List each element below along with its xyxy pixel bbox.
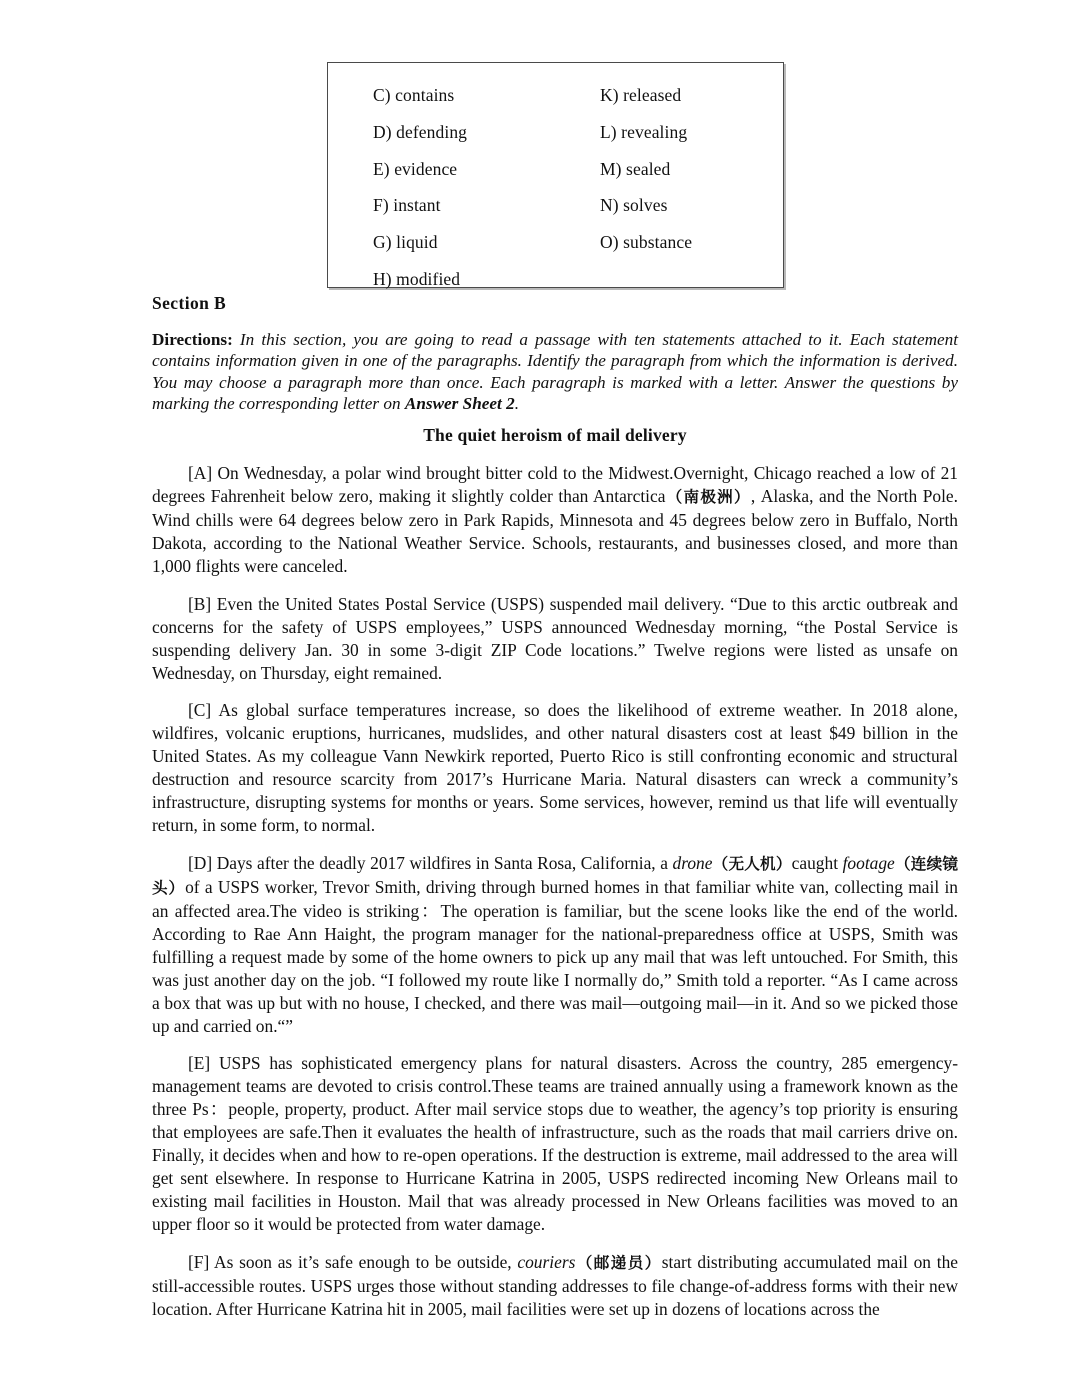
paragraph-d-text-2: caught <box>791 852 843 873</box>
directions-text: In this section, you are going to read a passage with ten statements attached to it. Each statement contains information given in one of the paragraphs. Identify the paragraph from which the information is derived. You may choose a paragraph more than once. Each paragraph is marked with a letter. Answer the questions by marking the corresponding letter on <box>152 330 958 414</box>
word-bank-option: O) substance <box>599 232 693 253</box>
passage-title: The quiet heroism of mail delivery <box>423 425 687 445</box>
paragraph-a-gloss: （南极洲） <box>665 488 751 506</box>
paragraph-d-text-1: [D] Days after the deadly 2017 wildfires in Santa Rosa, California, a <box>188 852 673 873</box>
paragraph-a-text-1: [A] On Wednesday, a polar wind brought bitter cold to the Midwest.Overnight, Chicago reached a low of 21 degrees Fahrenheit below zero, making it slightly colder than Antarctica <box>152 463 958 506</box>
paragraph-f <box>152 1251 958 1321</box>
paragraph-d-term-drone: drone <box>672 852 713 873</box>
paragraph-f-text-1: [F] As soon as it’s safe enough to be outside, <box>188 1251 518 1272</box>
answer-sheet-reference: Answer Sheet 2 <box>404 394 515 414</box>
paragraph-b: [B] Even the United States Postal Service (USPS) suspended mail delivery. “Due to this arctic outbreak and concerns for the safety of USPS employees,” USPS announced Wednesday morning, “the Postal Service is suspending delivery Jan. 30 in some 3-digit ZIP Code locations.” Twelve regions were listed as unsafe on Wednesday, on Thursday, eight remained. <box>152 593 958 683</box>
word-bank-option: F) instant <box>373 195 441 216</box>
paragraph-f-gloss-couriers: （邮递员） <box>575 1253 662 1272</box>
word-bank-option: M) sealed <box>599 158 671 179</box>
paragraph-f-term-couriers: couriers <box>517 1251 576 1272</box>
word-bank-box <box>327 62 784 288</box>
word-bank-option: E) evidence <box>373 158 458 179</box>
directions-block <box>152 329 958 415</box>
word-bank-option: H) modified <box>373 268 461 289</box>
section-label: Section B <box>152 293 227 313</box>
paragraph-d-text-3: of a USPS worker, Trevor Smith, driving through burned homes in that familiar white van, collecting mail in an affected area.The video is striking：The operation is familiar, but the scene looks like the end of the world. According to Rae Ann Haight, the program manager for the national-preparedness office at USPS, Smith was fulfilling a request made by some of the home owners to pick up any mail that was left untouched. For Smith, this was just another day on the job. “I followed my route like I normally do,” Smith told a reporter. “As I came across a box that was up but with no house, I checked, and there was mail—outgoing mail—in it. And so we picked those up and carried on.“” <box>152 876 958 1036</box>
word-bank-left-column <box>328 77 562 287</box>
paragraph-d-gloss-footage: （连续镜头） <box>152 854 958 897</box>
word-bank-option: G) liquid <box>373 232 438 253</box>
directions-heading: Directions: <box>152 330 233 349</box>
word-bank-option: N) solves <box>599 195 668 216</box>
paragraph-a-text-2: , Alaska, and the North Pole. Wind chills were 64 degrees below zero in Park Rapids, Minnesota and 45 degrees below zero in Buffalo, North Dakota, according to the National Weather Service. Schools, restaurants, and businesses closed, and more than 1,000 flights were canceled. <box>152 486 958 576</box>
word-bank-option: K) released <box>599 85 682 105</box>
paragraph-d-term-footage: footage <box>842 852 895 873</box>
word-bank-right-column <box>562 77 783 287</box>
paragraph-a <box>152 462 958 578</box>
passage-body <box>152 462 958 1335</box>
paragraph-e: [E] USPS has sophisticated emergency plans for natural disasters. Across the country, 285 emergency-management teams are devoted to crisis control.These teams are trained annually using a framework known as the three Ps：people, property, product. After mail service stops due to weather, the agency’s top priority is ensuring that employees are safe.Then it evaluates the health of infrastructure, such as the roads that mail carriers drive on. Finally, it decides when and how to re-open operations. If the destruction is extreme, mail addressed to the area will get sent elsewhere. In response to Hurricane Katrina in 2005, USPS redirected incoming New Orleans mail to existing mail facilities in Houston. Mail that was already processed in New Orleans facilities was moved to an upper floor so it would be protected from water damage. <box>152 1053 958 1234</box>
paragraph-d-gloss-drone: （无人机） <box>712 854 792 873</box>
paragraph-d <box>152 852 958 1038</box>
word-bank-columns <box>328 63 783 287</box>
word-bank-option: C) contains <box>373 85 455 105</box>
word-bank-option: D) defending <box>373 121 468 142</box>
directions-text-end: . <box>514 394 519 414</box>
word-bank-option: L) revealing <box>599 121 688 142</box>
paragraph-f-text-2: start distributing accumulated mail on the still-accessible routes. USPS urges those without standing addresses to file change-of-address forms with their new location. After Hurricane Katrina hit in 2005, mail facilities were set up in dozens of locations across the <box>152 1251 958 1319</box>
paragraph-c: [C] As global surface temperatures increase, so does the likelihood of extreme weather. In 2018 alone, wildfires, volcanic eruptions, hurricanes, mudslides, and other natural disasters cost at least $49 billion in the United States. As my colleague Vann Newkirk reported, Puerto Rico is still confronting economic and structural destruction and resource scarcity from 2017’s Hurricane Maria. Natural disasters can wreck a community’s infrastructure, disrupting systems for months or years. Some services, however, remind us that life will eventually return, in some form, to normal. <box>152 700 958 835</box>
